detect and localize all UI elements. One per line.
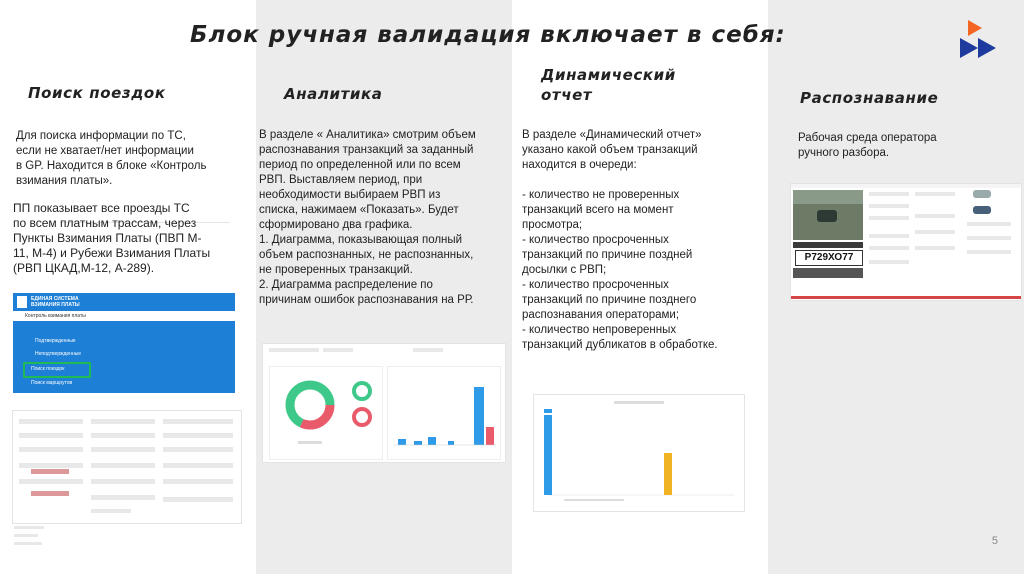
menu-section-label: Контроль взимания платы bbox=[25, 313, 86, 319]
car-thumbnail bbox=[973, 206, 991, 214]
screenshot-operator-workspace bbox=[790, 183, 1022, 301]
heading-trip-search: Поиск поездок bbox=[28, 84, 166, 102]
screenshot-kvp-menu bbox=[13, 293, 235, 393]
license-plate: Р729ХО77 bbox=[795, 250, 863, 266]
menu-header-line1: ЕДИНАЯ СИСТЕМА bbox=[31, 296, 79, 302]
analytics-text: В разделе « Аналитика» смотрим объем распознавания транзакций за заданный период по определенной или по всем РВП. Выставляем период, при необходимости выбираем РВП из списка, нажимаем «Показать». Будет сформировано два графика. 1. Диаграмма, показывающая полный объем распознанных, не распознанных, не проверенных транзакций. 2. Диаграмма распределение по причинам ошибок распознавания на РР. bbox=[259, 129, 476, 306]
menu-logo-icon bbox=[17, 296, 27, 308]
recognition-text: Рабочая среда оператора ручного разбора. bbox=[798, 132, 937, 159]
trip-search-text-1: Для поиска информации по ТС, если не хватает/нет информации в GP. Находится в блоке «Контроль взимания платы». bbox=[16, 130, 207, 187]
screenshot-dynamic-report-chart bbox=[533, 394, 745, 512]
dynamic-report-text: В разделе «Динамический отчет» указано какой объем транзакций находится в очереди: - количество не проверенных транзакций всего на момент просмотра; - количество просроченных транзакций по причине поздней досылки с РВП; - количество просроченных транзакций по причине позднего распознавания операторами; - количество непроверенных транзакций дубликатов в обработке. bbox=[522, 129, 718, 351]
menu-item-route-search[interactable]: Поиск маршрутов bbox=[31, 380, 73, 386]
page-number: 5 bbox=[991, 535, 998, 547]
menu-item-unconfirmed[interactable]: Неподтвержденные bbox=[35, 351, 82, 357]
footer-lines bbox=[14, 526, 44, 529]
dynamic-bar-chart bbox=[534, 395, 744, 511]
menu-item-confirmed[interactable]: Подтвержденные bbox=[35, 338, 76, 344]
menu-item-trip-search[interactable]: Поиск поездок bbox=[31, 366, 65, 372]
bar-chart bbox=[388, 367, 500, 459]
heading-recognition: Распознавание bbox=[800, 89, 939, 107]
footer-lines bbox=[14, 534, 38, 537]
camera-image bbox=[793, 190, 863, 240]
car-thumbnail bbox=[973, 190, 991, 198]
heading-dynamic-report: Динамический отчет bbox=[541, 66, 676, 104]
screenshot-trip-search-form bbox=[12, 410, 242, 524]
donut-chart bbox=[270, 367, 382, 459]
menu-header-line2: ВЗИМАНИЯ ПЛАТЫ bbox=[31, 302, 80, 308]
footer-lines bbox=[14, 542, 42, 545]
page-title: Блок ручная валидация включает в себя: bbox=[190, 22, 786, 48]
screenshot-analytics-charts bbox=[262, 343, 506, 463]
heading-analytics: Аналитика bbox=[284, 85, 383, 103]
form-button[interactable] bbox=[31, 491, 69, 496]
trip-search-text-2: ПП показывает все проезды ТС по всем платным трассам, через Пункты Взимания Платы (ПВП М- 11, М-4) и Рубежи Взимания Платы (РВП ЦКАД,М-12, А-289). bbox=[13, 201, 211, 275]
brand-logo-icon bbox=[958, 18, 1006, 66]
form-button[interactable] bbox=[31, 469, 69, 474]
